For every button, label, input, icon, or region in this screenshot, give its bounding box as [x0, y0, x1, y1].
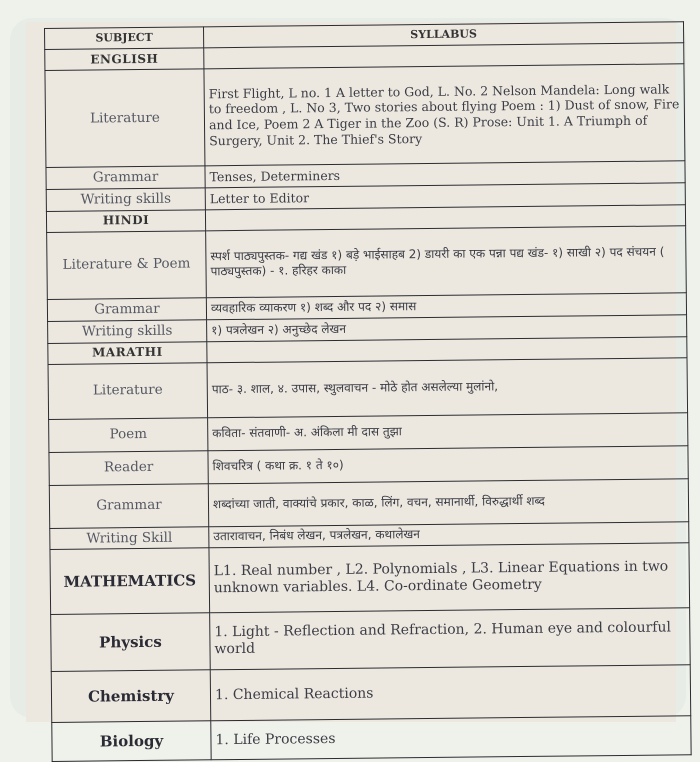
marathi-writing-text: उतारावाचन, निबंध लेखन, पत्रलेखन, कथालेखन	[209, 521, 689, 548]
hindi-section-title: HINDI	[46, 210, 205, 233]
table-row	[52, 716, 691, 762]
marathi-grammar-text: शब्दांच्या जाती, वाक्यांचे प्रकार, काळ, लिंग, वचन, समानार्थी, विरुद्धार्थी शब्द	[208, 478, 688, 526]
marathi-literature-label: Literature	[48, 362, 208, 419]
english-writing-label: Writing skills	[46, 188, 205, 212]
chemistry-label: Chemistry	[51, 670, 211, 723]
mathematics-label: MATHEMATICS	[50, 548, 210, 615]
mathematics-text: L1. Real number , L2. Polynomials , L3. Linear Equations in two unknown variables. L4. Co-ordinate Geometry	[209, 543, 690, 613]
biology-label: Biology	[52, 721, 211, 762]
table-row	[49, 478, 688, 528]
hindi-literature-label: Literature & Poem	[47, 231, 207, 300]
marathi-poem-text: कविता- संतवाणी- अ. अंकिला मी दास तुझा	[208, 412, 688, 450]
marathi-writing-label: Writing Skill	[50, 526, 209, 550]
hindi-grammar-text: व्यवहारिक व्याकरण १) शब्द और पद २) समास	[206, 293, 686, 320]
english-grammar-text: Tenses, Determiners	[205, 161, 685, 188]
english-literature-text: First Flight, L no. 1 A letter to God, L. No. 2 Nelson Mandela: Long walk to freedom , L. No 3, Two stories about flying Poem : 1) Dust of snow, Fire and Ice, Poem 2 A Tiger in the Zoo (S. R) Prose: Unit 1. A Triumph of Surgery, Unit 2. The Thief's Story	[204, 64, 685, 166]
hindi-literature-text: स्पर्श पाठ्यपुस्तक- गद्य खंड १) बड़े भाईसाहब 2) डायरी का एक पन्ना पद्य खंड- १) साखी २) पद संचयन ( पाठ्यपुस्तक) - १. हरिहर काका	[206, 226, 687, 298]
table-row	[51, 608, 691, 672]
table-row	[45, 64, 685, 168]
photo-frame	[10, 18, 686, 751]
hindi-grammar-label: Grammar	[47, 298, 206, 322]
english-grammar-label: Grammar	[46, 166, 205, 190]
marathi-literature-text: पाठ- ३. शाल, ४. उपास, स्थुलवाचन - मोठे होत असलेल्या मुलांनो,	[207, 357, 688, 417]
hindi-writing-label: Writing skills	[48, 319, 207, 343]
subject-header: SUBJECT	[45, 27, 204, 50]
marathi-reader-text: शिवचरित्र ( कथा क्र. १ ते १०)	[208, 445, 688, 483]
syllabus-table	[44, 21, 692, 762]
paper-sheet	[26, 22, 680, 751]
physics-text: 1. Light - Reflection and Refraction, 2. Human eye and colourful world	[210, 608, 691, 670]
marathi-grammar-label: Grammar	[49, 483, 208, 528]
hindi-writing-text: १) पत्रलेखन २) अनुच्छेद लेखन	[207, 314, 687, 341]
marathi-reader-label: Reader	[49, 450, 208, 485]
chemistry-text: 1. Chemical Reactions	[210, 665, 691, 721]
syllabus-header: SYLLABUS	[203, 22, 683, 48]
table-row	[48, 357, 688, 419]
marathi-poem-label: Poem	[49, 417, 208, 452]
english-writing-text: Letter to Editor	[205, 183, 685, 210]
table-row	[51, 665, 690, 723]
marathi-section-title: MARATHI	[48, 341, 207, 364]
table-row	[50, 543, 690, 615]
biology-text: 1. Life Processes	[211, 716, 691, 760]
table-row	[47, 226, 687, 300]
english-literature-label: Literature	[45, 69, 205, 168]
physics-label: Physics	[51, 613, 211, 672]
english-section-title: ENGLISH	[45, 48, 204, 71]
